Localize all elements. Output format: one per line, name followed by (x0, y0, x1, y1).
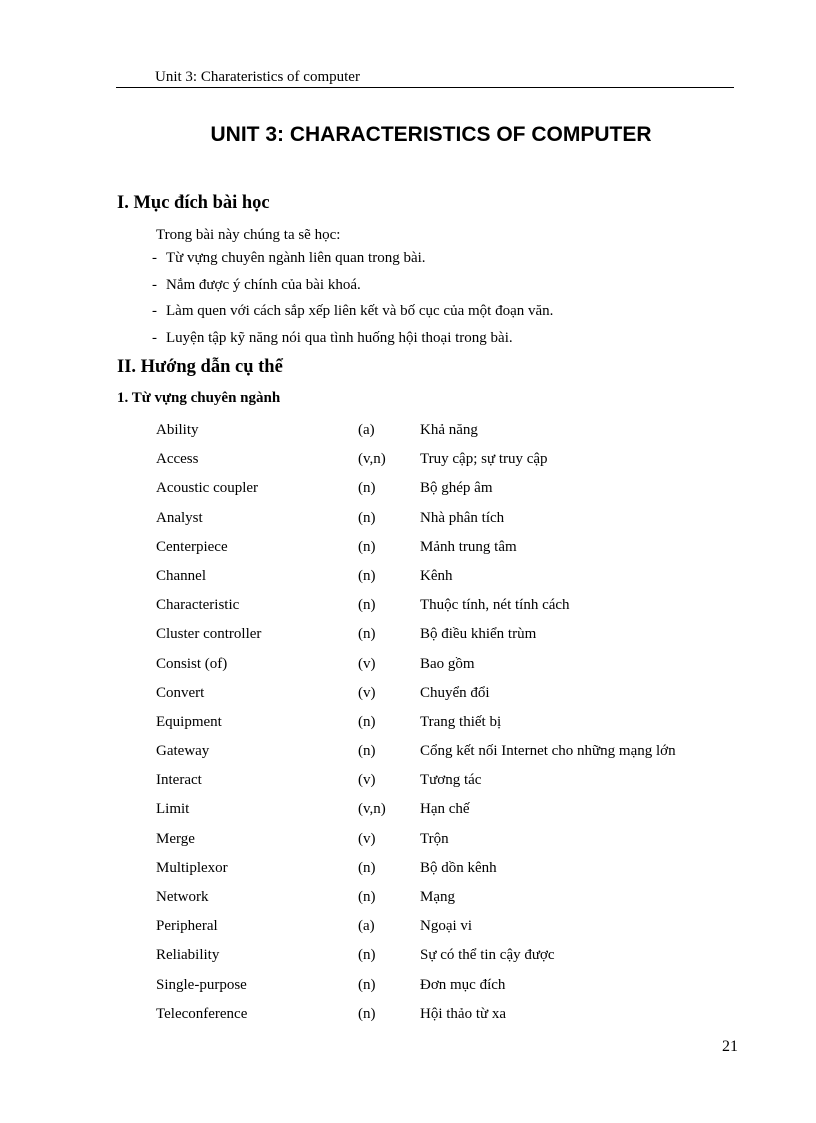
list-item (152, 248, 553, 275)
vocab-part-of-speech: (v) (358, 772, 376, 789)
vocab-part-of-speech: (n) (358, 480, 376, 497)
bullet-dash: - (152, 250, 157, 266)
vocab-term: Centerpiece (156, 538, 228, 555)
vocab-meaning: Ngoại vi (420, 918, 473, 935)
page-title: UNIT 3: CHARACTERISTICS OF COMPUTER (210, 123, 652, 146)
vocab-term: Multiplexor (156, 859, 228, 876)
bullet-dash: - (152, 303, 157, 319)
vocab-part-of-speech: (n) (358, 567, 376, 584)
vocab-meaning: Nhà phân tích (420, 509, 505, 526)
vocab-meaning: Sự có thể tin cậy được (420, 947, 555, 964)
subsection-heading-vocabulary: 1. Từ vựng chuyên ngành (117, 390, 281, 406)
vocab-meaning: Bộ ghép âm (420, 480, 493, 497)
list-item-text: Làm quen với cách sắp xếp liên kết và bố cục của một đoạn văn. (166, 303, 554, 319)
vocab-row (156, 624, 736, 653)
vocab-part-of-speech: (n) (358, 626, 376, 643)
vocab-term: Merge (156, 830, 195, 847)
vocab-meaning: Trang thiết bị (420, 713, 502, 730)
vocab-row (156, 508, 736, 537)
vocab-meaning: Trộn (420, 830, 449, 847)
vocab-term: Acoustic coupler (156, 480, 259, 497)
bullet-dash: - (152, 276, 157, 293)
section-heading-objectives: I. Mục đích bài học (117, 193, 270, 213)
bullet-dash: - (152, 329, 157, 346)
vocab-term: Convert (156, 684, 205, 701)
vocab-term: Teleconference (156, 1005, 248, 1022)
header-divider (116, 87, 734, 88)
vocab-part-of-speech: (v) (358, 655, 376, 672)
vocab-row (156, 858, 736, 887)
page-number: 21 (722, 1038, 738, 1055)
vocab-term: Channel (156, 567, 206, 584)
vocab-row (156, 1004, 736, 1033)
vocab-meaning: Tương tác (420, 772, 482, 789)
vocab-term: Access (156, 451, 199, 468)
vocab-part-of-speech: (n) (358, 509, 376, 526)
vocab-row (156, 712, 736, 741)
vocab-meaning: Hạn chế (420, 801, 470, 818)
vocab-part-of-speech: (a) (358, 422, 375, 438)
vocab-term: Interact (156, 772, 202, 789)
vocab-meaning: Đơn mục đích (420, 976, 506, 993)
vocab-term: Reliability (156, 947, 220, 964)
vocab-part-of-speech: (v) (358, 830, 376, 847)
vocab-row (156, 799, 736, 828)
vocab-part-of-speech: (v,n) (358, 801, 386, 818)
objectives-list (152, 248, 553, 354)
vocab-row (156, 478, 736, 507)
vocab-meaning: Mạng (420, 889, 455, 905)
vocab-row (156, 566, 736, 595)
vocab-part-of-speech: (n) (358, 713, 376, 730)
running-header: Unit 3: Charateristics of computer (155, 69, 360, 85)
vocab-part-of-speech: (n) (358, 889, 376, 905)
vocab-part-of-speech: (n) (358, 947, 376, 964)
vocab-term: Limit (156, 801, 190, 818)
vocab-row (156, 770, 736, 799)
vocab-meaning: Khả năng (420, 422, 478, 438)
vocab-meaning: Chuyển đổi (420, 684, 490, 701)
list-item-text: Nắm được ý chính của bài khoá. (166, 276, 361, 293)
vocab-row (156, 537, 736, 566)
vocab-row (156, 945, 736, 974)
vocab-meaning: Truy cập; sự truy cập (420, 451, 548, 468)
vocab-meaning: Thuộc tính, nét tính cách (420, 597, 570, 614)
vocab-term: Peripheral (156, 918, 218, 935)
list-item (152, 301, 553, 328)
vocab-term: Ability (156, 422, 199, 438)
vocab-meaning: Bộ dồn kênh (420, 859, 497, 876)
vocab-row (156, 975, 736, 1004)
vocab-row (156, 741, 736, 770)
list-item (152, 275, 553, 302)
vocab-part-of-speech: (v,n) (358, 451, 386, 468)
vocab-term: Gateway (156, 743, 210, 760)
vocab-part-of-speech: (a) (358, 918, 375, 935)
vocab-part-of-speech: (n) (358, 597, 376, 614)
vocab-term: Analyst (156, 509, 203, 526)
list-item-text: Từ vựng chuyên ngành liên quan trong bài. (166, 250, 426, 266)
vocab-row (156, 916, 736, 945)
list-item (152, 328, 553, 355)
vocab-meaning: Kênh (420, 567, 453, 584)
vocab-term: Characteristic (156, 597, 240, 614)
list-item-text: Luyện tập kỹ năng nói qua tình huống hội thoại trong bài. (166, 329, 513, 346)
vocab-row (156, 449, 736, 478)
vocab-term: Cluster controller (156, 626, 262, 643)
vocab-term: Network (156, 889, 209, 905)
vocab-part-of-speech: (n) (358, 538, 376, 555)
vocab-part-of-speech: (n) (358, 743, 376, 760)
vocab-row (156, 595, 736, 624)
vocab-row (156, 683, 736, 712)
vocab-meaning: Hội thảo từ xa (420, 1005, 507, 1022)
objectives-intro: Trong bài này chúng ta sẽ học: (156, 227, 341, 243)
vocab-part-of-speech: (n) (358, 859, 376, 876)
vocab-row (156, 654, 736, 683)
vocab-term: Equipment (156, 713, 222, 730)
vocab-part-of-speech: (v) (358, 684, 376, 701)
vocab-part-of-speech: (n) (358, 976, 376, 993)
section-heading-guide: II. Hướng dẫn cụ thể (117, 357, 283, 377)
vocab-part-of-speech: (n) (358, 1005, 376, 1022)
vocab-row (156, 829, 736, 858)
vocab-term: Single-purpose (156, 976, 247, 993)
vocab-term: Consist (of) (156, 655, 228, 672)
vocab-row (156, 420, 736, 449)
vocab-meaning: Bao gồm (420, 655, 475, 672)
vocab-meaning: Cổng kết nối Internet cho những mạng lớn (420, 743, 676, 760)
vocab-row (156, 887, 736, 916)
vocabulary-table (156, 420, 736, 1033)
vocab-meaning: Bộ điều khiển trùm (420, 626, 537, 643)
vocab-meaning: Mảnh trung tâm (420, 538, 517, 555)
